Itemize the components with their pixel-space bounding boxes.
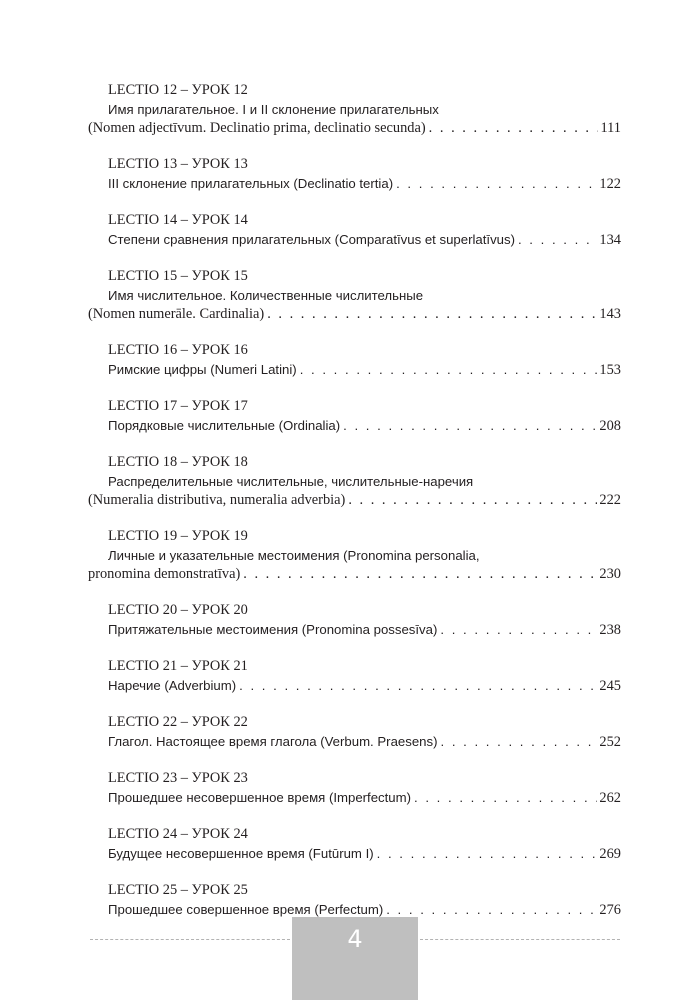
lesson-heading: LECTIO 21 – УРОК 21 <box>108 658 248 674</box>
toc-entry[interactable] <box>88 453 621 510</box>
toc-entry[interactable] <box>88 769 621 808</box>
lesson-heading: LECTIO 14 – УРОК 14 <box>108 212 248 228</box>
toc-entry[interactable] <box>88 601 621 640</box>
dot-leader <box>267 305 597 324</box>
entry-last-line <box>88 620 621 640</box>
dot-leader <box>396 174 597 193</box>
dot-leader <box>414 788 597 807</box>
entry-last-line <box>88 844 621 864</box>
page-ref: 238 <box>599 622 621 638</box>
lesson-heading: LECTIO 20 – УРОК 20 <box>108 602 248 618</box>
toc-entry[interactable] <box>88 713 621 752</box>
dot-leader <box>300 360 598 379</box>
dot-leader <box>441 732 598 751</box>
page-ref: 269 <box>599 846 621 862</box>
entry-title-line: Глагол. Настоящее время глагола (Verbum. Praesens) <box>108 734 438 749</box>
entry-title-line: Степени сравнения прилагательных (Comparatīvus et superlatīvus) <box>108 232 515 247</box>
toc-entry[interactable] <box>88 155 621 194</box>
lesson-heading: LECTIO 25 – УРОК 25 <box>108 882 248 898</box>
lesson-heading: LECTIO 24 – УРОК 24 <box>108 826 248 842</box>
entry-title-line: Прошедшее совершенное время (Perfectum) <box>108 902 384 917</box>
table-of-contents <box>88 81 621 937</box>
lesson-heading: LECTIO 19 – УРОК 19 <box>108 528 248 544</box>
entry-title-line: III склонение прилагательных (Declinatio tertia) <box>108 176 394 191</box>
entry-title-line: (Nomen adjectīvum. Declinatio prima, declinatio secunda) <box>88 120 426 136</box>
entry-last-line <box>88 788 621 808</box>
footer-divider-right <box>420 939 620 940</box>
entry-last-line <box>88 360 621 380</box>
entry-title-line: Наречие (Adverbium) <box>108 678 237 693</box>
dot-leader <box>377 844 598 863</box>
toc-entry[interactable] <box>88 211 621 250</box>
page-number: 4 <box>347 925 363 953</box>
entry-title-line: Имя числительное. Количественные числительные <box>108 288 424 303</box>
lesson-heading: LECTIO 16 – УРОК 16 <box>108 342 248 358</box>
entry-title-line: Римские цифры (Numeri Latini) <box>108 362 297 377</box>
entry-last-line <box>88 305 621 324</box>
dot-leader <box>343 416 597 435</box>
toc-entry[interactable] <box>88 825 621 864</box>
lesson-heading: LECTIO 18 – УРОК 18 <box>108 454 248 470</box>
dot-leader <box>243 565 597 584</box>
toc-entry[interactable] <box>88 881 621 920</box>
lesson-heading: LECTIO 22 – УРОК 22 <box>108 714 248 730</box>
page-ref: 208 <box>599 418 621 434</box>
footer-divider-left <box>90 939 290 940</box>
toc-entry[interactable] <box>88 341 621 380</box>
entry-last-line <box>88 174 621 194</box>
toc-entry[interactable] <box>88 81 621 138</box>
entry-last-line <box>88 230 621 250</box>
entry-last-line <box>88 416 621 436</box>
entry-title-line: Имя прилагательное. I и II склонение прилагательных <box>108 102 439 117</box>
dot-leader <box>518 230 597 249</box>
entry-last-line <box>88 732 621 752</box>
page-number-tab <box>292 917 418 1000</box>
entry-title-line: (Nomen numerāle. Cardinalia) <box>88 306 265 322</box>
entry-title-line: pronomina demonstratīva) <box>88 566 241 582</box>
toc-entry[interactable] <box>88 397 621 436</box>
entry-title-line: Распределительные числительные, числительные-наречия <box>108 474 474 489</box>
lesson-heading: LECTIO 13 – УРОК 13 <box>108 156 248 172</box>
page-ref: 262 <box>599 790 621 806</box>
page-ref: 245 <box>599 678 621 694</box>
dot-leader <box>348 491 597 510</box>
page-ref: 122 <box>599 176 621 192</box>
entry-title-line: Притяжательные местоимения (Pronomina possesīva) <box>108 622 438 637</box>
toc-entry[interactable] <box>88 527 621 584</box>
lesson-heading: LECTIO 12 – УРОК 12 <box>108 82 248 98</box>
page-ref: 230 <box>599 566 621 582</box>
entry-title-line: Порядковые числительные (Ordinalia) <box>108 418 341 433</box>
lesson-heading: LECTIO 15 – УРОК 15 <box>108 268 248 284</box>
entry-last-line <box>88 119 621 138</box>
entry-last-line <box>88 676 621 696</box>
page-ref: 153 <box>599 362 621 378</box>
entry-last-line <box>88 491 621 510</box>
page-ref: 143 <box>599 306 621 322</box>
entry-title-line: Будущее несовершенное время (Futūrum I) <box>108 846 374 861</box>
toc-entry[interactable] <box>88 657 621 696</box>
entry-title-line: Личные и указательные местоимения (Pronomina personalia, <box>108 548 480 563</box>
page-ref: 222 <box>599 492 621 508</box>
page-ref: 252 <box>599 734 621 750</box>
page-ref: 276 <box>599 902 621 918</box>
entry-title-line: (Numeralia distributiva, numeralia adverbia) <box>88 492 346 508</box>
lesson-heading: LECTIO 17 – УРОК 17 <box>108 398 248 414</box>
dot-leader <box>429 119 599 138</box>
page-ref: 111 <box>600 120 621 136</box>
entry-last-line <box>88 565 621 584</box>
lesson-heading: LECTIO 23 – УРОК 23 <box>108 770 248 786</box>
entry-title-line: Прошедшее несовершенное время (Imperfectum) <box>108 790 412 805</box>
page-ref: 134 <box>599 232 621 248</box>
dot-leader <box>440 620 597 639</box>
toc-entry[interactable] <box>88 267 621 324</box>
dot-leader <box>239 676 597 695</box>
